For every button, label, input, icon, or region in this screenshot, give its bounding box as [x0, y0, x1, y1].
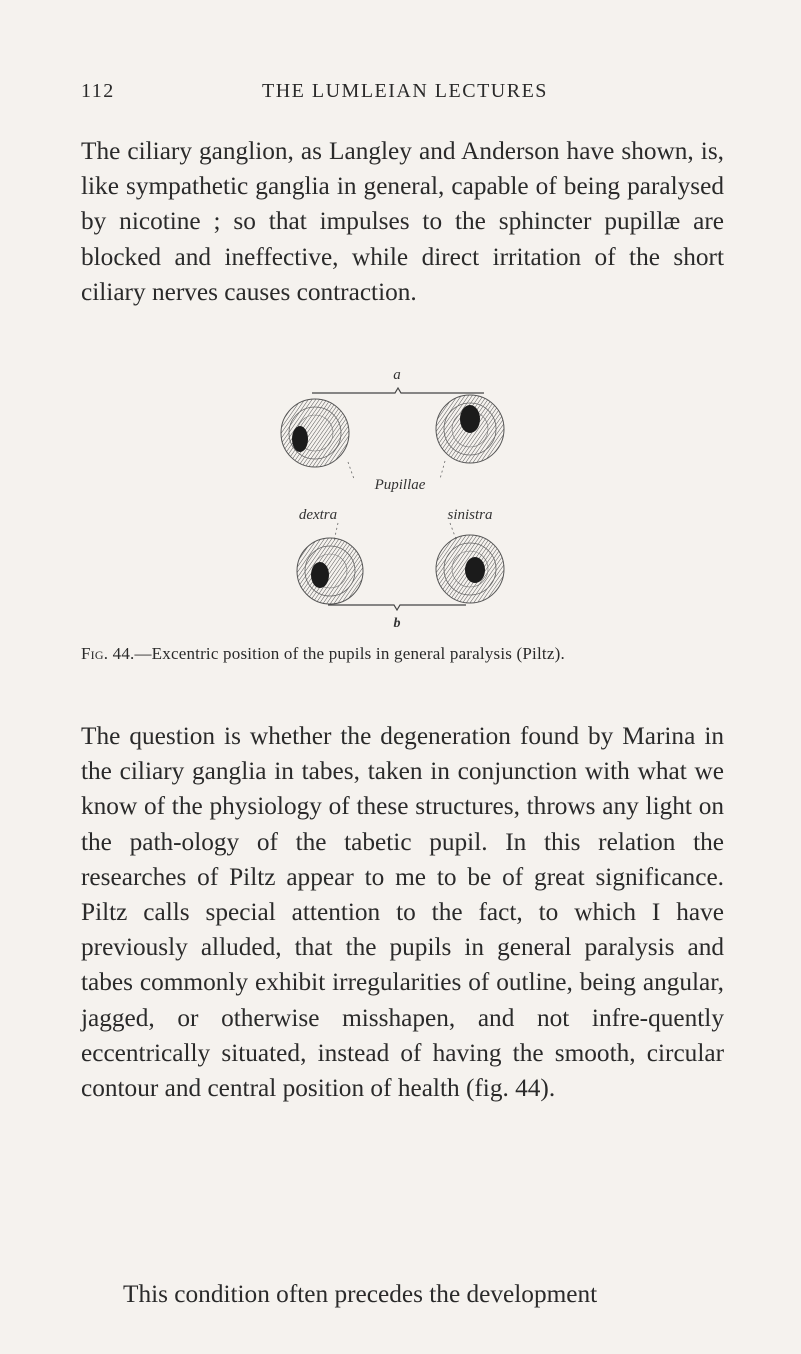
- figure-44: [270, 365, 530, 630]
- running-title: THE LUMLEIAN LECTURES: [262, 80, 548, 102]
- caption-figure-number: Fig. 44.: [81, 644, 135, 663]
- pupils-illustration: [270, 365, 530, 630]
- running-head: [81, 80, 721, 104]
- paragraph-condition-precedes: This condition often precedes the development: [123, 1280, 598, 1308]
- figure-caption: [81, 644, 741, 664]
- pupil-bottom-left: [311, 562, 329, 588]
- eye-bottom-left: [297, 538, 363, 604]
- pupil-bottom-right: [465, 557, 485, 583]
- paragraph-degeneration-question: The question is whether the degeneration found by Marina in the ciliary ganglia in tabes, taken in conjunction with what we know of the physiology of these structures, throws any light on the path-ology of the tabetic pupil. In this relation the researches of Piltz appear to me to be of great significance. Piltz calls special attention to the fact, to which I have previously alluded, that the pupils in general paralysis and tabes commonly exhibit irregularities of outline, being angular, jagged, or otherwise misshapen, and not infre-quently eccentrically situated, instead of having the smooth, circular contour and central position of health (fig. 44).: [81, 722, 724, 1103]
- label-b: b: [393, 616, 401, 630]
- caption-text: —Excentric position of the pupils in general paralysis (Piltz).: [134, 644, 565, 663]
- pupil-top-right: [460, 405, 480, 433]
- label-a: a: [393, 367, 401, 383]
- pupil-top-left: [292, 426, 308, 452]
- bracket-a: [312, 388, 484, 393]
- label-pupillae: Pupillae: [374, 477, 426, 493]
- eye-top-right: [436, 395, 504, 463]
- label-sinistra: sinistra: [447, 507, 493, 523]
- page-number: 112: [81, 80, 115, 102]
- eye-bottom-right: [436, 535, 504, 603]
- bracket-b: [328, 605, 466, 610]
- eye-top-left: [281, 399, 349, 467]
- label-dextra: dextra: [298, 507, 338, 523]
- paragraph-ciliary-ganglion: The ciliary ganglion, as Langley and Anderson have shown, is, like sympathetic ganglia in general, capable of being paralysed by nicotine ; so that impulses to the sphincter pupillæ are blocked and ineffective, while direct irritation of the short ciliary nerves causes contraction.: [81, 137, 724, 306]
